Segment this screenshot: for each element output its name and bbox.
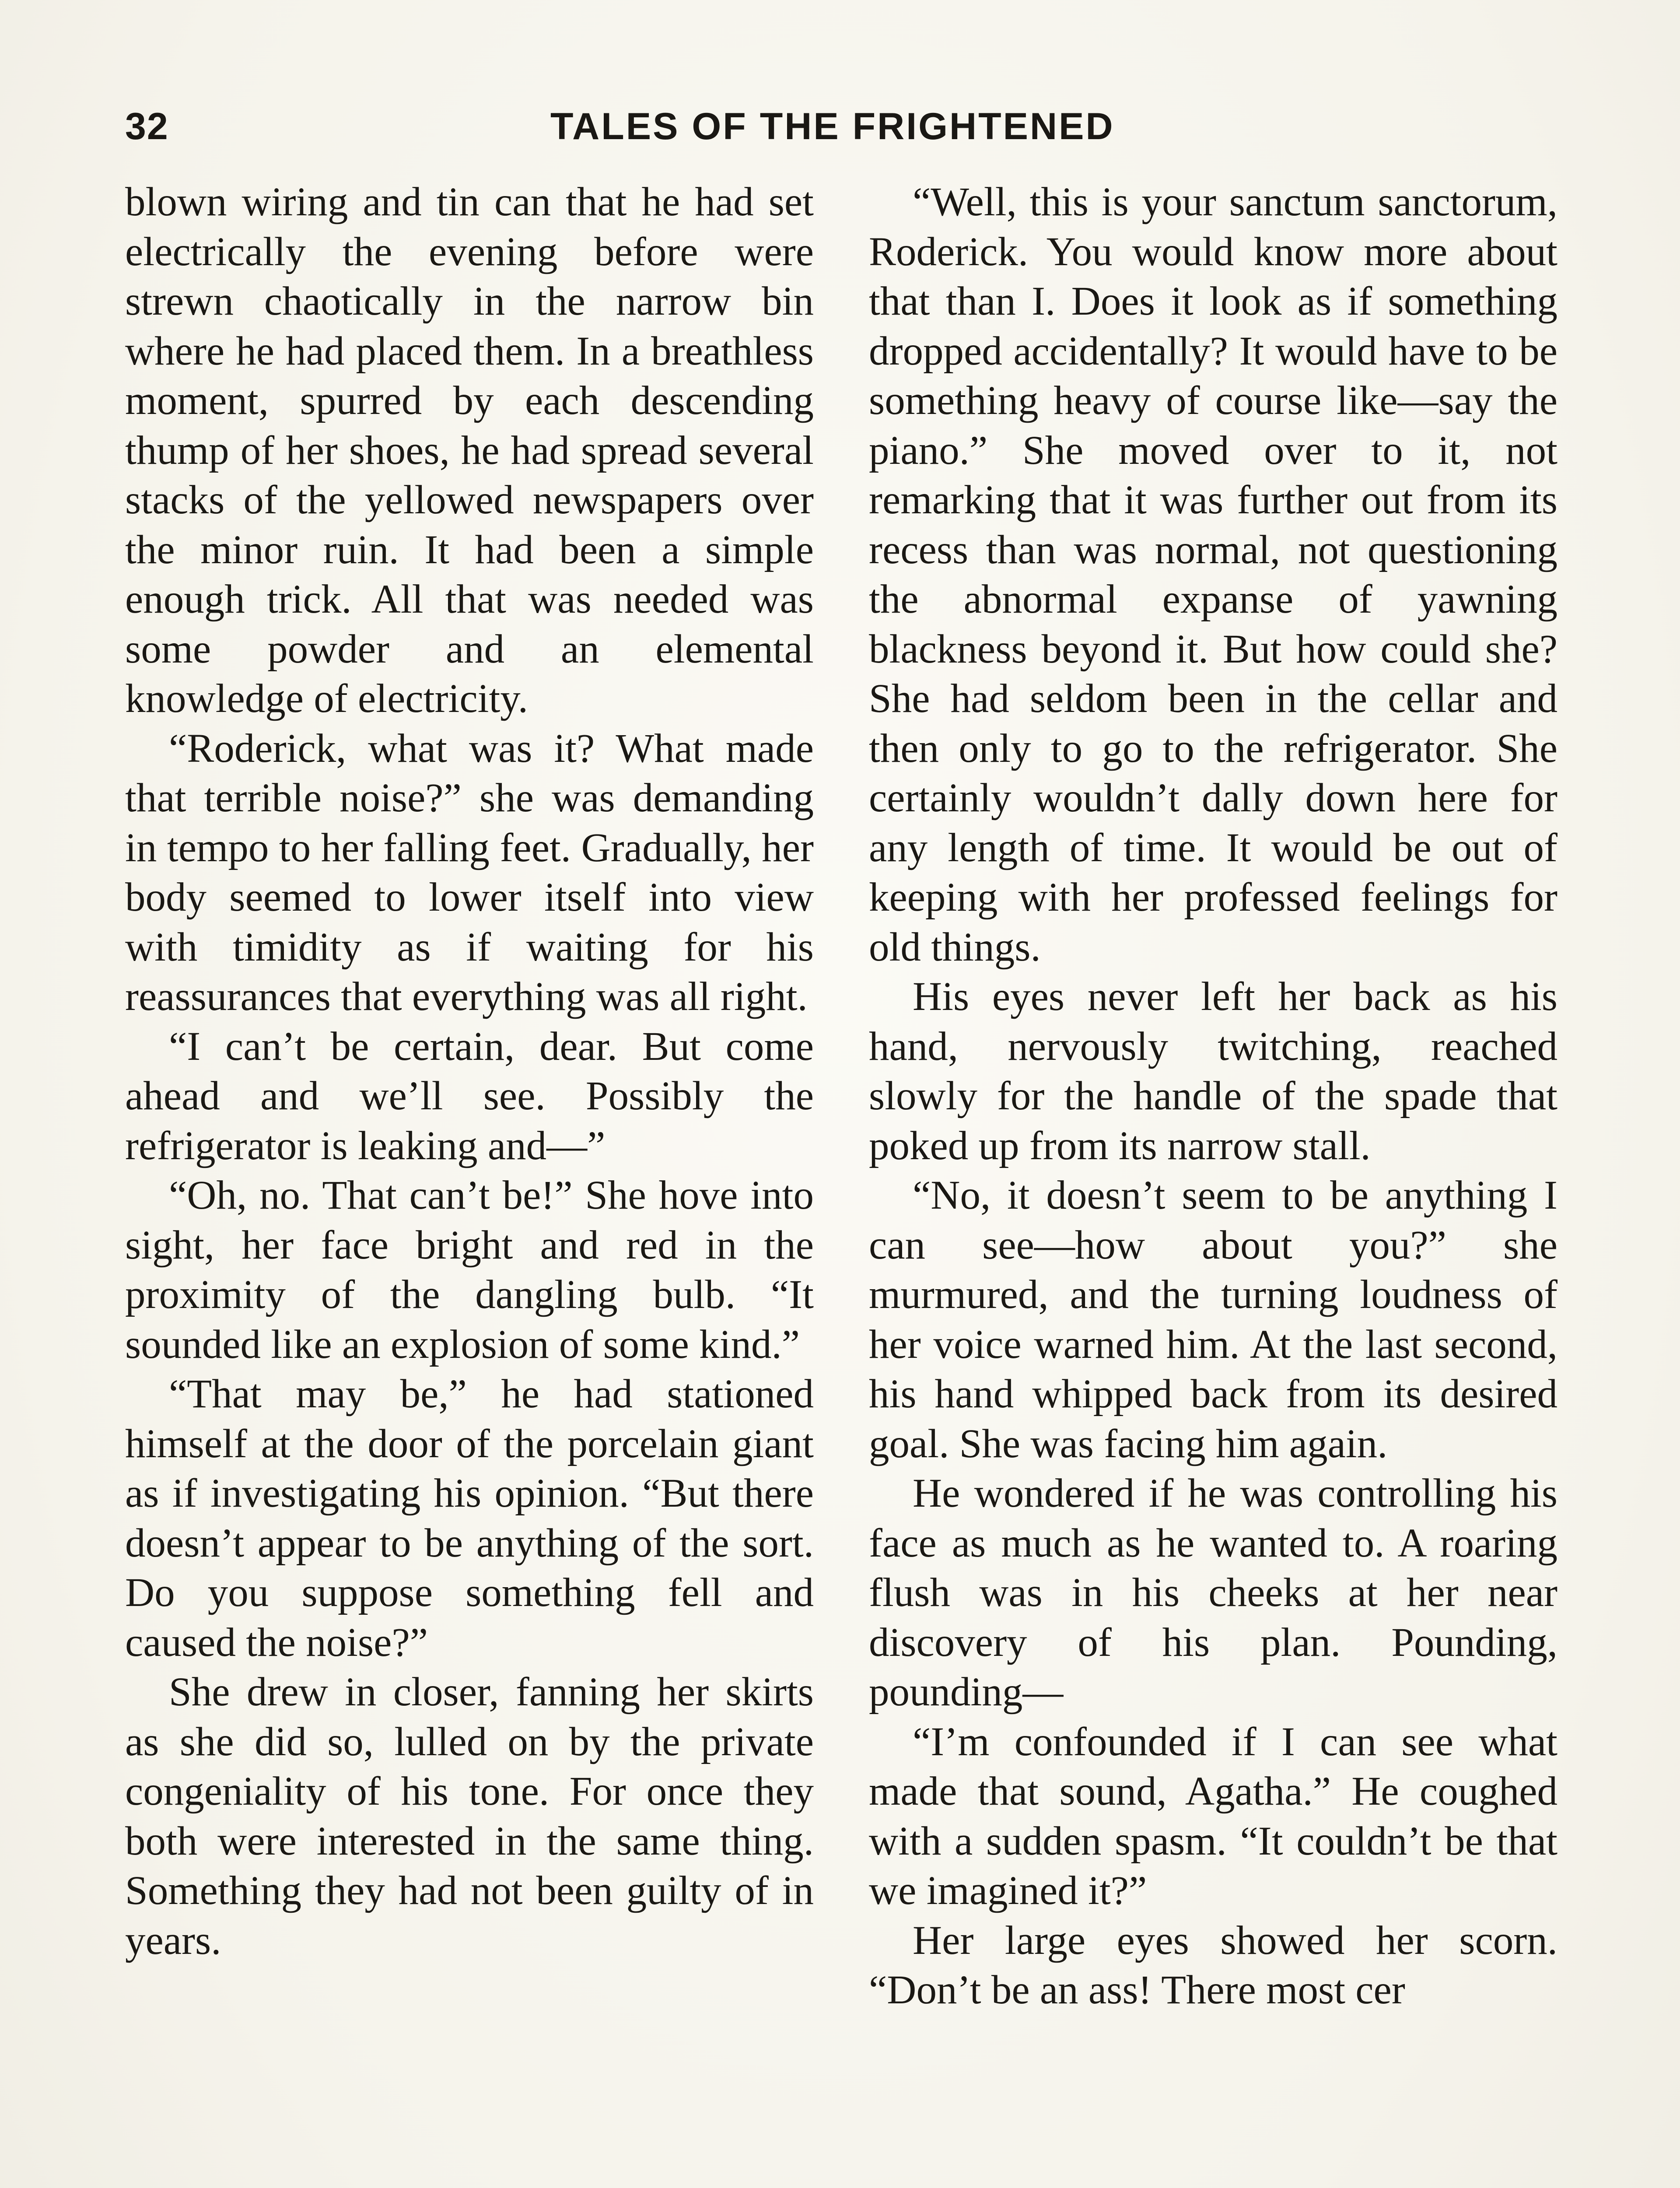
- paragraph: His eyes never left her back as his hand, nervously twitching, reached slowly for the handle of the spade that poked up from its narrow stall.: [869, 974, 1558, 1168]
- paragraph: She drew in closer, fanning her skirts as she did so, lulled on by the private congeniality of his tone. For once they both were interested in the same thing. Something they had not been guilty of in years.: [125, 1669, 814, 1963]
- running-title: TALES OF THE FRIGHTENED: [550, 105, 1115, 147]
- paragraph: “I can’t be certain, dear. But come ahead and we’ll see. Possibly the refrigerator is leaking and—”: [125, 1024, 814, 1168]
- text-columns: [125, 177, 1558, 2188]
- right-column: [869, 177, 1558, 2015]
- paragraph: Her large eyes showed her scorn. “Don’t be an ass! There most cer: [869, 1918, 1558, 2013]
- page-number: 32: [125, 105, 169, 147]
- paragraph: “Oh, no. That can’t be!” She hove into sight, her face bright and red in the proximity of the dangling bulb. “It sounded like an explosion of some kind.”: [125, 1173, 814, 1367]
- paragraph: “That may be,” he had stationed himself at the door of the porcelain giant as if investigating his opinion. “But there doesn’t appear to be anything of the sort. Do you suppose something fell and caused the noise?”: [125, 1371, 814, 1665]
- paragraph: He wondered if he was controlling his face as much as he wanted to. A roaring flush was in his cheeks at her near discovery of his plan. Pounding, pounding—: [869, 1471, 1558, 1715]
- paragraph: blown wiring and tin can that he had set electrically the evening before were strewn chaotically in the narrow bin where he had placed them. In a breathless moment, spurred by each descending thump of her shoes, he had spread several stacks of the yellowed newspapers over the minor ruin. It had been a simple enough trick. All that was needed was some powder and an elemental knowledge of electricity.: [125, 179, 814, 721]
- paragraph: “Well, this is your sanctum sanctorum, Roderick. You would know more about that than I. Does it look as if something dropped accidentally? It would have to be something heavy of course like—say the piano.” She moved over to it, not remarking that it was further out from its recess than was normal, not questioning the abnormal expanse of yawning blackness beyond it. But how could she? She had seldom been in the cellar and then only to go to the refrigerator. She certainly wouldn’t dally down here for any length of time. It would be out of keeping with her professed feelings for old things.: [869, 179, 1558, 970]
- left-column: [125, 177, 814, 1965]
- page-header: [125, 105, 1555, 158]
- paragraph: “Roderick, what was it? What made that terrible noise?” she was demanding in tempo to her falling feet. Gradually, her body seemed to lower itself into view with timidity as if waiting for his reassurances that everything was all right.: [125, 726, 814, 1019]
- paragraph: “No, it doesn’t seem to be anything I can see—how about you?” she murmured, and the turning loudness of her voice warned him. At the last second, his hand whipped back from its desired goal. She was facing him again.: [869, 1173, 1558, 1466]
- paragraph: “I’m confounded if I can see what made that sound, Agatha.” He coughed with a sudden spasm. “It couldn’t be that we imagined it?”: [869, 1719, 1558, 1913]
